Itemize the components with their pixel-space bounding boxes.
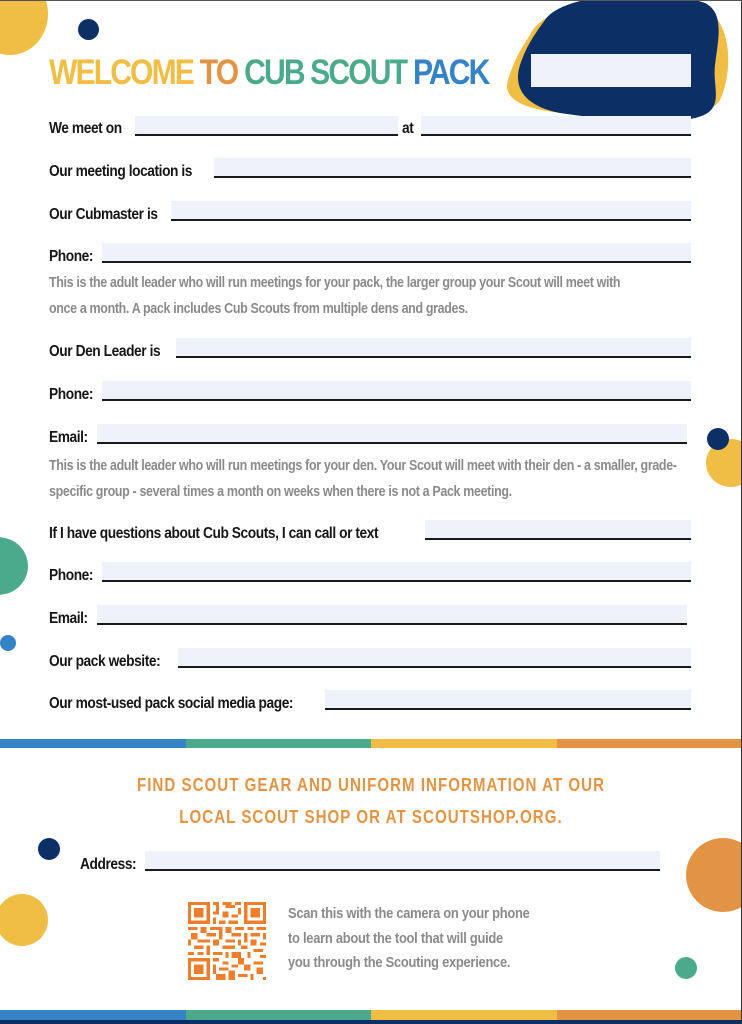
green-circle-decoration bbox=[0, 537, 28, 595]
questions-phone-field[interactable] bbox=[102, 562, 691, 582]
den-phone-row bbox=[49, 381, 100, 405]
pack-website-field[interactable] bbox=[178, 648, 691, 668]
at-row bbox=[402, 115, 415, 139]
blue-dot-decoration bbox=[0, 635, 16, 651]
qr-instructions-line3: you through the Scouting experience. bbox=[288, 954, 511, 971]
cubmaster-phone-row bbox=[49, 243, 100, 267]
location-row bbox=[49, 158, 215, 182]
den-leader-row bbox=[49, 338, 178, 362]
meet-on-field[interactable] bbox=[135, 116, 398, 136]
meeting-location-field[interactable] bbox=[214, 158, 691, 178]
qr-code-icon[interactable] bbox=[188, 902, 266, 980]
shop-address-field[interactable] bbox=[145, 851, 660, 871]
den-email-field[interactable] bbox=[97, 424, 687, 444]
bottom-navy-bar bbox=[0, 1020, 742, 1024]
meet-time-field[interactable] bbox=[421, 116, 691, 136]
den-email-label: Email: bbox=[49, 429, 88, 446]
qr-instructions-line1: Scan this with the camera on your phone bbox=[288, 905, 530, 922]
title-word-to: TO bbox=[199, 53, 238, 92]
cubmaster-phone-label: Phone: bbox=[49, 248, 94, 265]
den-leader-label: Our Den Leader is bbox=[49, 343, 161, 360]
website-row bbox=[49, 648, 178, 672]
cubmaster-phone-field[interactable] bbox=[102, 243, 691, 263]
cubmaster-row bbox=[49, 201, 175, 225]
title-word-cub-scout: CUB SCOUT bbox=[244, 53, 407, 92]
qr-instructions-line2: to learn about the tool that will guide bbox=[288, 929, 503, 947]
navy-dot-decoration bbox=[78, 19, 99, 40]
scout-shop-promo-line2: LOCAL SCOUT SHOP OR AT SCOUTSHOP.ORG. bbox=[179, 807, 563, 827]
den-phone-field[interactable] bbox=[102, 381, 691, 401]
questions-email-label: Email: bbox=[49, 610, 88, 627]
cubmaster-field[interactable] bbox=[171, 201, 691, 221]
den-leader-note: This is the adult leader who will run meetings for your den. Your Scout will meet with their den - a smaller, grade-specific group - several times a month on weeks when there is not a Pack meeting. bbox=[49, 458, 677, 500]
page-title bbox=[49, 51, 495, 95]
pack-number-field[interactable] bbox=[531, 54, 691, 87]
social-row bbox=[49, 690, 333, 714]
qr-instructions bbox=[288, 902, 530, 976]
questions-email-row bbox=[49, 605, 94, 629]
meet-on-label: We meet on bbox=[49, 120, 122, 137]
at-label: at bbox=[402, 120, 414, 137]
address-row bbox=[80, 851, 145, 875]
cubmaster-label: Our Cubmaster is bbox=[49, 206, 158, 223]
cubmaster-note: This is the adult leader who will run meetings for your pack, the larger group your Scout will meet with once a month. A pack includes Cub Scouts from multiple dens and grades. bbox=[49, 275, 621, 317]
orange-circle-decoration bbox=[686, 838, 742, 912]
title-word-welcome: WELCOME bbox=[49, 53, 193, 92]
questions-row bbox=[49, 520, 432, 544]
address-label: Address: bbox=[80, 856, 137, 873]
website-label: Our pack website: bbox=[49, 653, 161, 670]
yellow-circle-decoration bbox=[0, 894, 48, 946]
questions-phone-label: Phone: bbox=[49, 567, 94, 584]
social-label: Our most-used pack social media page: bbox=[49, 695, 294, 712]
questions-label: If I have questions about Cub Scouts, I can call or text bbox=[49, 525, 379, 542]
questions-phone-row bbox=[49, 562, 100, 586]
navy-dot-decoration bbox=[38, 838, 60, 860]
questions-email-field[interactable] bbox=[97, 605, 687, 625]
social-media-field[interactable] bbox=[325, 690, 691, 710]
den-leader-field[interactable] bbox=[176, 338, 691, 358]
green-dot-decoration bbox=[675, 957, 697, 979]
location-label: Our meeting location is bbox=[49, 163, 193, 180]
den-phone-label: Phone: bbox=[49, 386, 94, 403]
title-word-pack: PACK bbox=[412, 53, 489, 92]
den-email-row bbox=[49, 424, 94, 448]
meet-on-row bbox=[49, 115, 134, 139]
scout-shop-promo-line1: FIND SCOUT GEAR AND UNIFORM INFORMATION AT OUR bbox=[136, 775, 606, 795]
bottom-color-stripe bbox=[0, 1010, 742, 1020]
yellow-circle-decoration bbox=[0, 0, 48, 55]
navy-dot-decoration bbox=[707, 428, 729, 450]
color-stripe-divider bbox=[0, 739, 742, 748]
questions-contact-field[interactable] bbox=[425, 520, 691, 540]
